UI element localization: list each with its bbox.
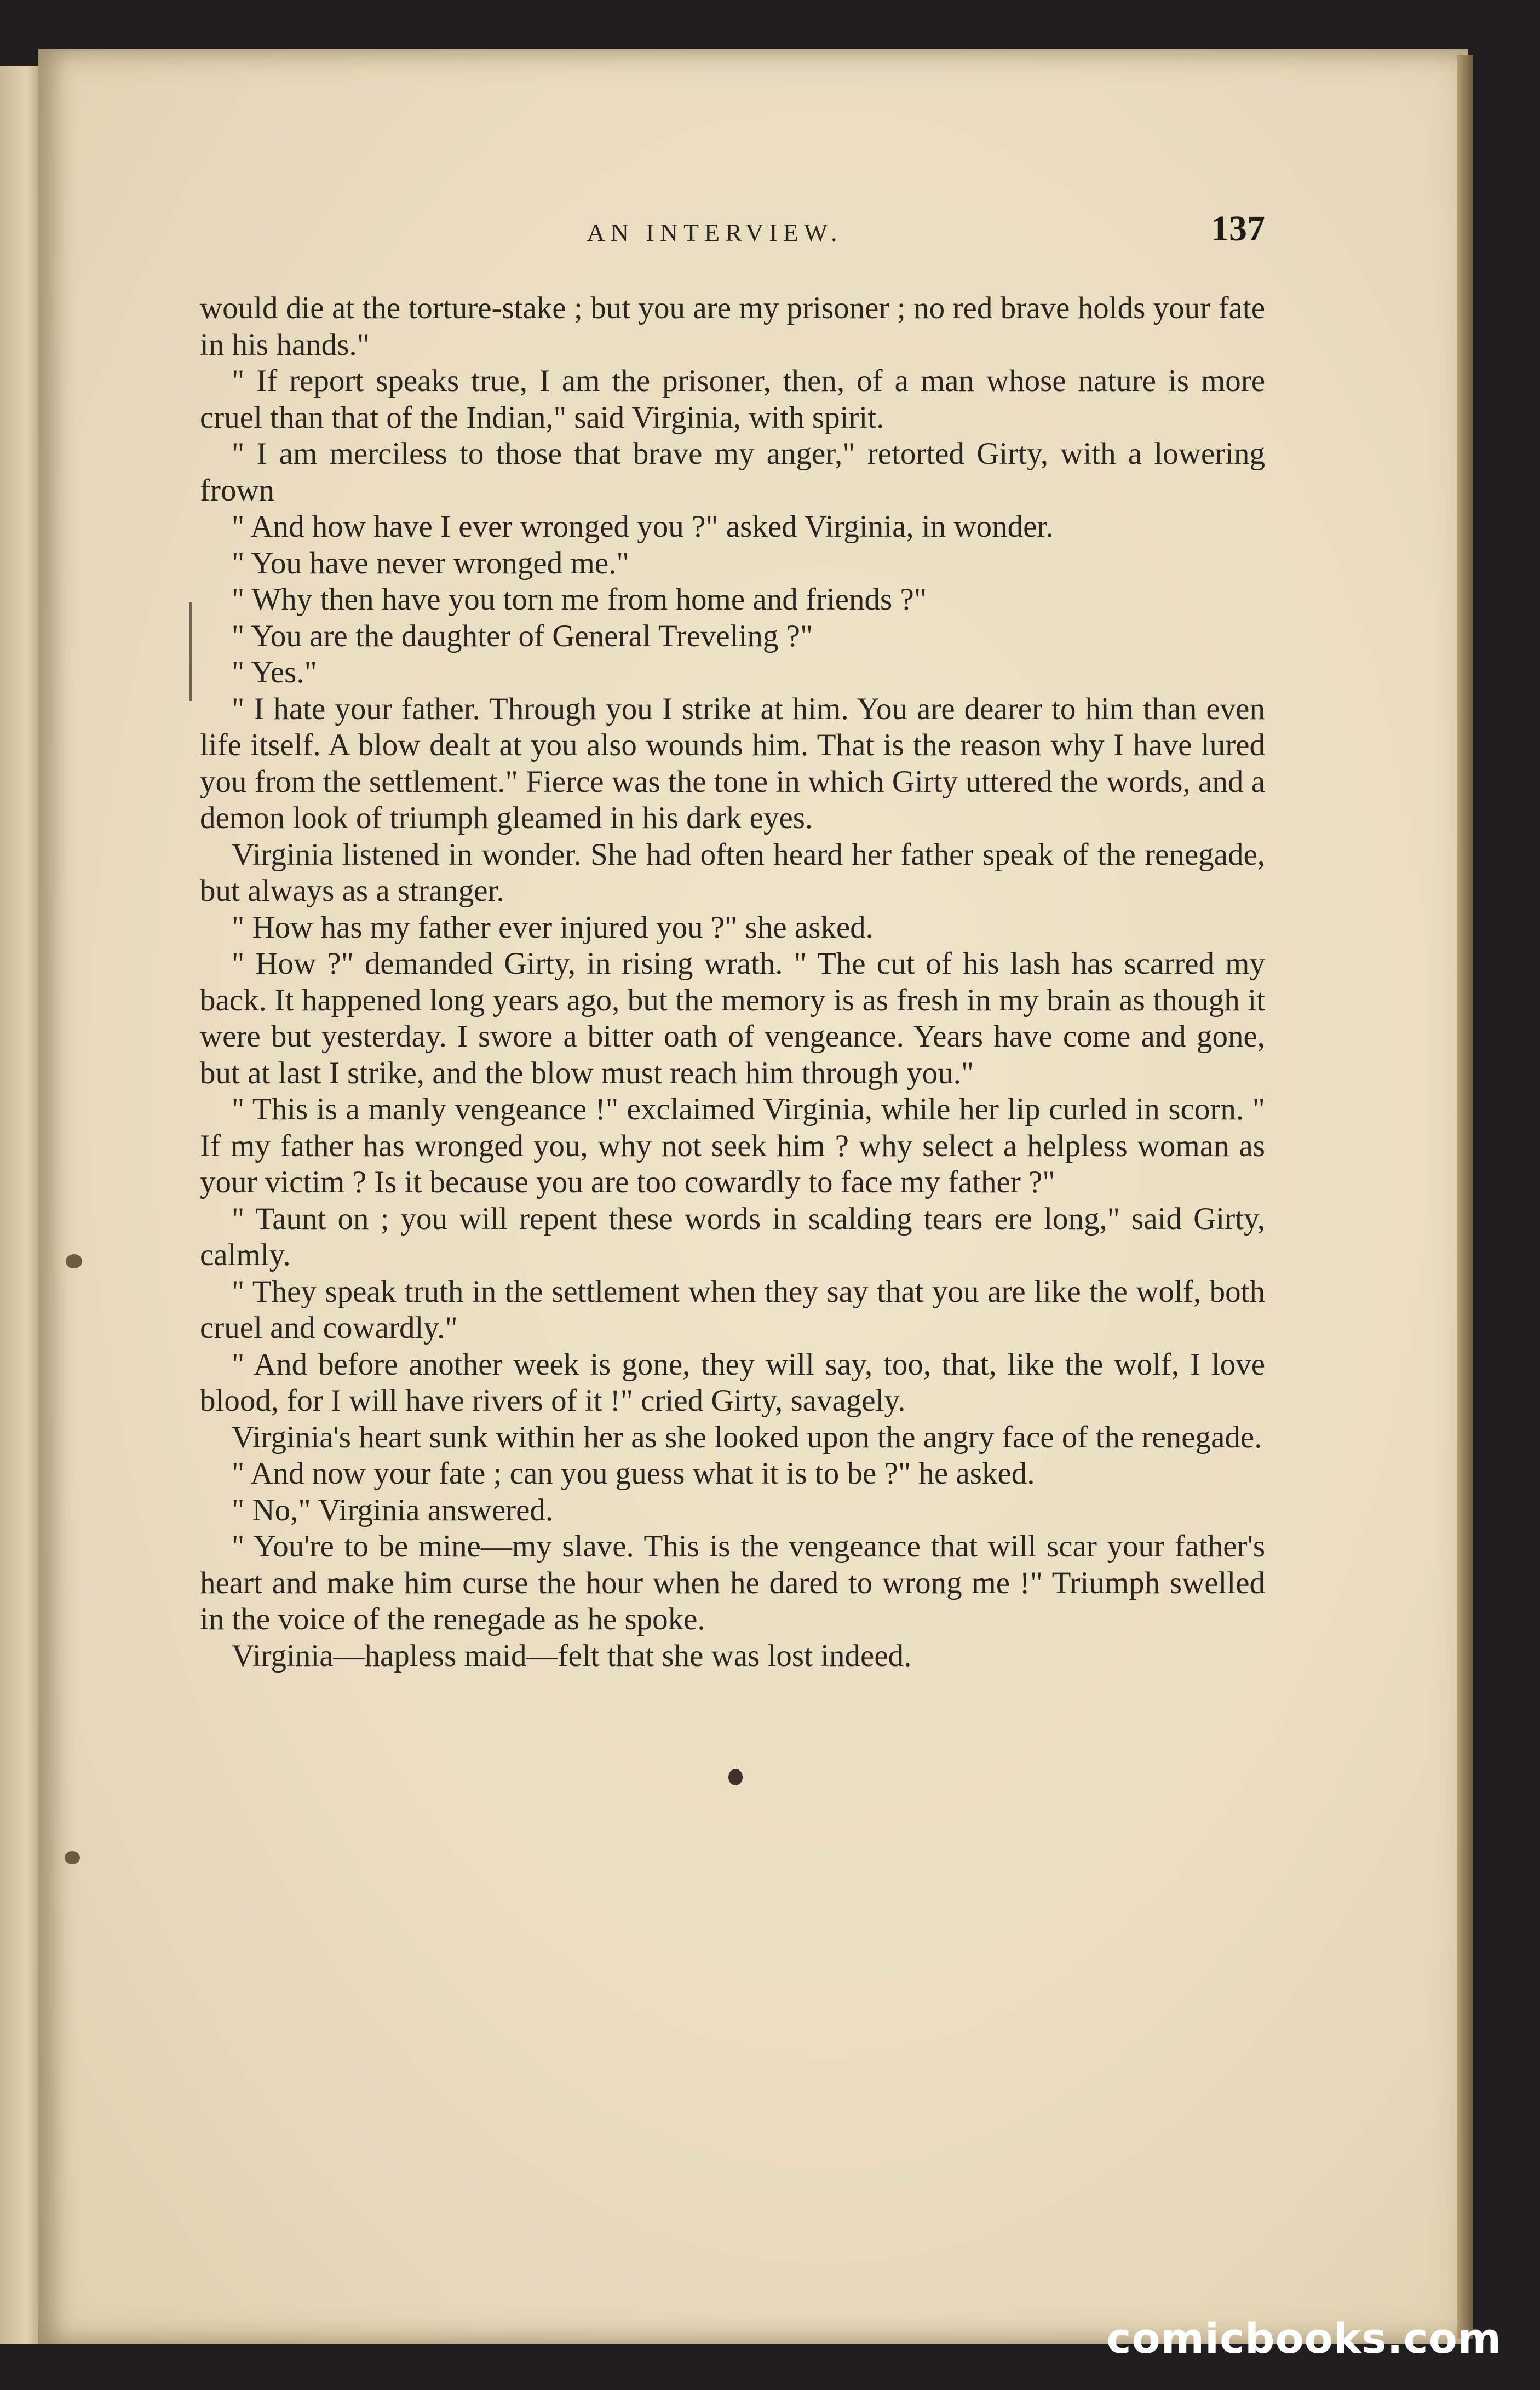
paragraph: " And before another week is gone, they will say, too, that, like the wolf, I love blood, for I will have rivers of it !" cried Girty, savagely. xyxy=(200,1347,1265,1418)
paragraph: Virginia—hapless maid—felt that she was lost indeed. xyxy=(232,1638,912,1673)
paragraph: " How has my father ever injured you ?" she asked. xyxy=(232,910,874,945)
running-title: AN INTERVIEW. xyxy=(587,219,843,246)
source-watermark: comicbooks.com xyxy=(1106,2314,1502,2363)
paragraph: " Taunt on ; you will repent these words in scalding tears ere long," said Girty, calmly. xyxy=(200,1201,1265,1272)
binding-hole xyxy=(66,1254,82,1268)
paragraph: " They speak truth in the settlement when they say that you are like the wolf, both cruel and cowardly." xyxy=(200,1274,1265,1345)
page-header xyxy=(164,208,1265,268)
paragraph: " No," Virginia answered. xyxy=(232,1492,554,1527)
paragraph: " This is a manly vengeance !" exclaimed Virginia, while her lip curled in scorn. " If my father has wronged you, why not seek him ? why select a helpless woman as your victim ? Is it because you are too cowardly to face my father ?" xyxy=(200,1092,1265,1199)
paragraph: " And now your fate ; can you guess what it is to be ?" he asked. xyxy=(232,1456,1035,1491)
binding-hole xyxy=(65,1851,80,1864)
paragraph: " I hate your father. Through you I strike at him. You are dearer to him than even life itself. A blow dealt at you also wounds him. That is the reason why I have lured you from the settlement." Fierce was the tone in which Girty uttered the words, and a demon look of triumph gleamed in his dark eyes. xyxy=(200,691,1265,835)
paragraph: " Why then have you torn me from home and friends ?" xyxy=(232,582,927,617)
page-number: 137 xyxy=(1211,209,1265,249)
ink-speck xyxy=(728,1769,743,1785)
paragraph: " You're to be mine—my slave. This is the vengeance that will scar your father's heart and make him curse the hour when he dared to wrong me !" Triumph swelled in the voice of the renegade as he spoke. xyxy=(200,1529,1265,1636)
page-edge-shadow xyxy=(1457,55,1473,2339)
paragraph: " And how have I ever wronged you ?" asked Virginia, in wonder. xyxy=(232,509,1054,544)
paragraph: " You are the daughter of General Treveling ?" xyxy=(232,618,813,653)
paragraph: " I am merciless to those that brave my anger," retorted Girty, with a lowering frown xyxy=(200,436,1265,508)
paragraph: Virginia listened in wonder. She had often heard her father speak of the renegade, but always as a stranger. xyxy=(200,837,1265,908)
paragraph: " If report speaks true, I am the prisoner, then, of a man whose nature is more cruel than that of the Indian," said Virginia, with spirit. xyxy=(200,364,1265,435)
paragraph: Virginia's heart sunk within her as she looked upon the angry face of the renegade. xyxy=(232,1420,1262,1455)
paragraph: would die at the torture-stake ; but you are my prisoner ; no red brave holds your fate in his hands." xyxy=(200,291,1265,362)
paragraph: " Yes." xyxy=(232,655,317,690)
body-text xyxy=(200,290,1265,1674)
margin-pencil-mark xyxy=(189,602,192,701)
paragraph: " How ?" demanded Girty, in rising wrath. " The cut of his lash has scarred my back. It happened long years ago, but the memory is as fresh in my brain as though it were but yesterday. I swore a bitter oath of vengeance. Years have come and gone, but at last I strike, and the blow must reach him through you." xyxy=(200,946,1265,1090)
paragraph: " You have never wronged me." xyxy=(232,545,629,581)
previous-page-edge xyxy=(0,66,38,2344)
